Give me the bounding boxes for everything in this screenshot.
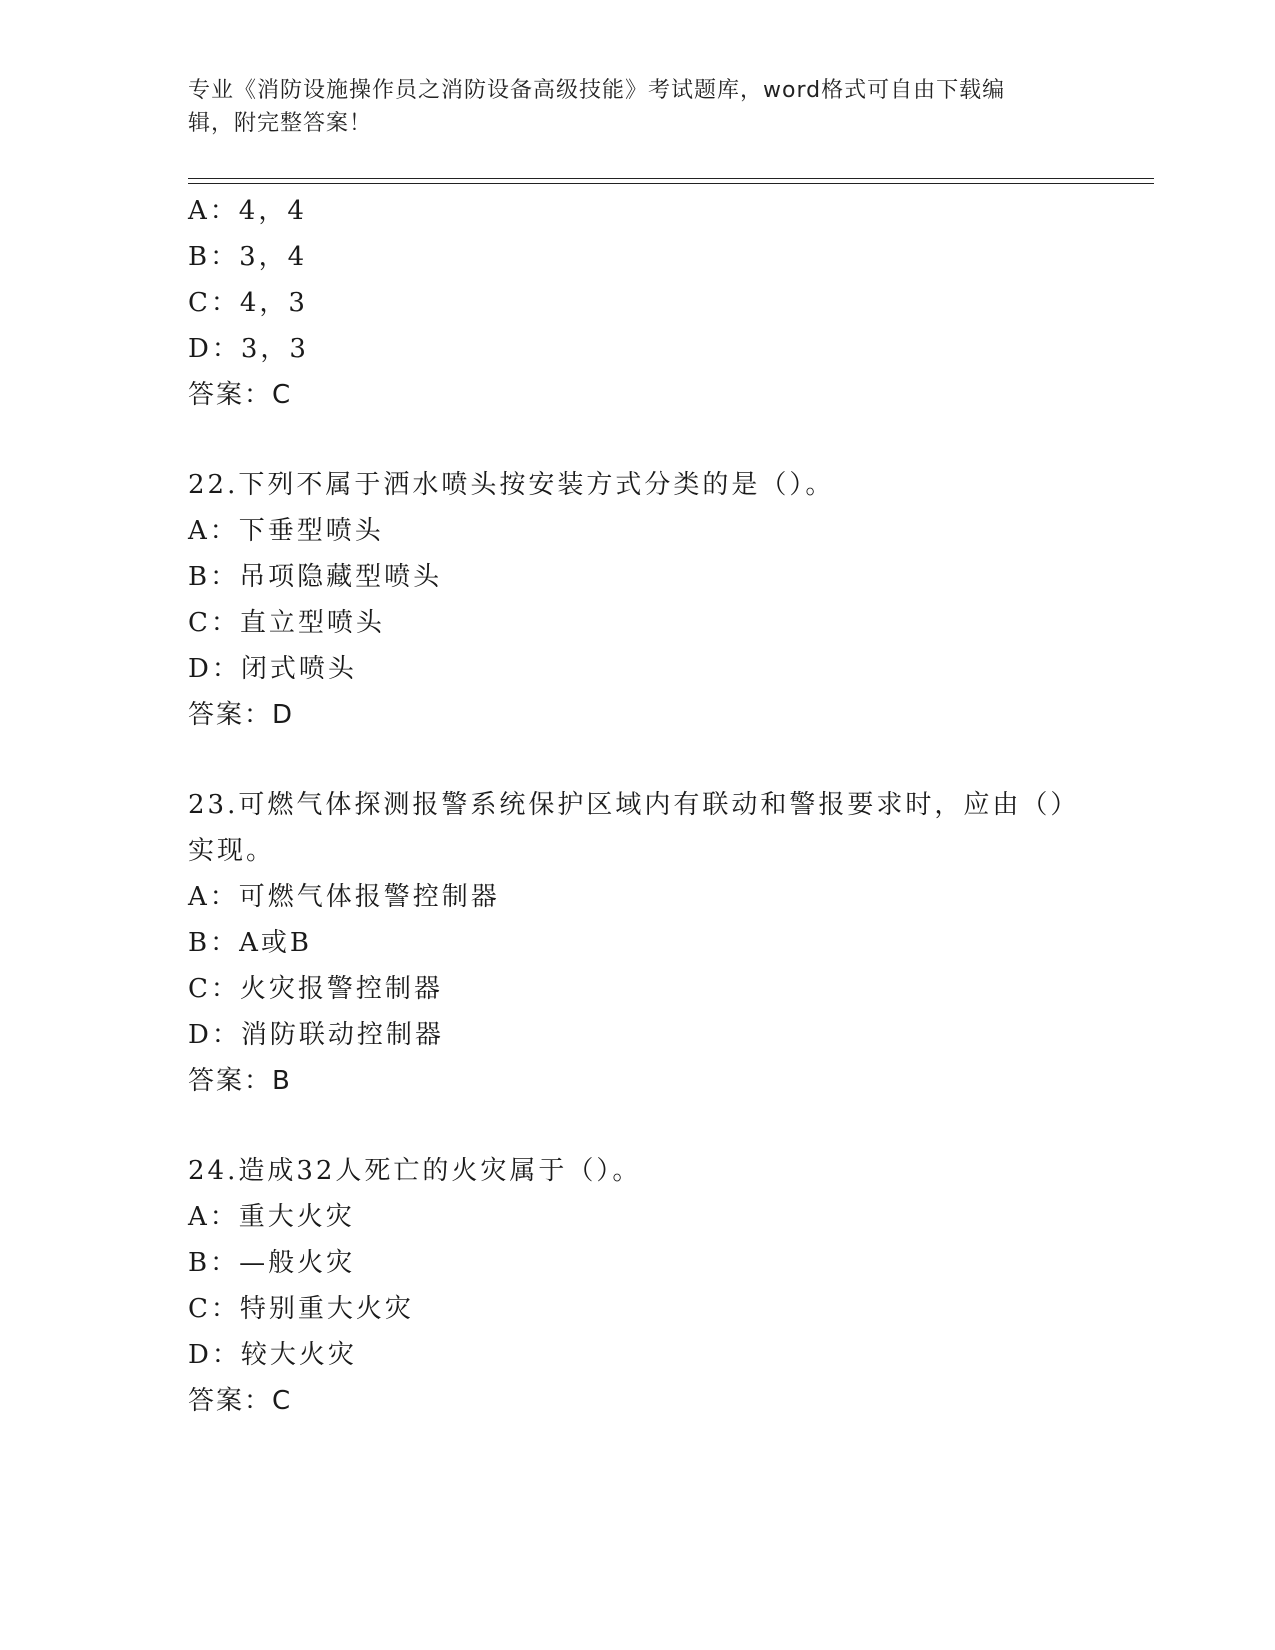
option-b: B：A或B — [188, 928, 312, 958]
option-a: A：重大火灾 — [188, 1202, 355, 1232]
header-line-1: 专业《消防设施操作员之消防设备高级技能》考试题库，word格式可自由下载编 — [188, 78, 1006, 103]
option-c: C：火灾报警控制器 — [188, 974, 443, 1004]
answer-line: 答案：C — [188, 1386, 293, 1416]
question-24 — [188, 1148, 1088, 1424]
spacer — [188, 418, 1088, 462]
question-stem: 22.下列不属于洒水喷头按安装方式分类的是（）。 — [188, 470, 835, 500]
option-a: A：可燃气体报警控制器 — [188, 882, 500, 912]
answer-line: 答案：B — [188, 1066, 292, 1096]
header-divider-top — [188, 178, 1154, 179]
option-b: B：—般火灾 — [188, 1248, 356, 1278]
question-stem: 23.可燃气体探测报警系统保护区域内有联动和警报要求时，应由（） — [188, 790, 1080, 820]
question-23 — [188, 782, 1088, 1104]
option-a: A：下垂型喷头 — [188, 516, 384, 546]
document-header — [188, 74, 1088, 140]
option-b: B：3，4 — [188, 242, 308, 272]
option-d: D：闭式喷头 — [188, 654, 357, 684]
header-line-2: 辑，附完整答案！ — [188, 111, 373, 136]
answer-line: 答案：D — [188, 700, 295, 730]
option-a: A：4，4 — [188, 196, 307, 226]
option-c: C：直立型喷头 — [188, 608, 385, 638]
option-d: D：消防联动控制器 — [188, 1020, 444, 1050]
document-body — [188, 188, 1088, 1424]
spacer — [188, 1104, 1088, 1148]
question-stem: 24.造成32人死亡的火灾属于（）。 — [188, 1156, 642, 1186]
question-22 — [188, 462, 1088, 738]
option-d: D：3，3 — [188, 334, 309, 364]
spacer — [188, 738, 1088, 782]
option-b: B：吊项隐藏型喷头 — [188, 562, 443, 592]
option-d: D：较大火灾 — [188, 1340, 357, 1370]
option-c: C：4，3 — [188, 288, 308, 318]
option-c: C：特别重大火灾 — [188, 1294, 414, 1324]
question-stem-continued: 实现。 — [188, 836, 276, 866]
question-21-continued — [188, 188, 1088, 418]
header-divider-bottom — [188, 183, 1154, 184]
answer-line: 答案：C — [188, 380, 293, 410]
